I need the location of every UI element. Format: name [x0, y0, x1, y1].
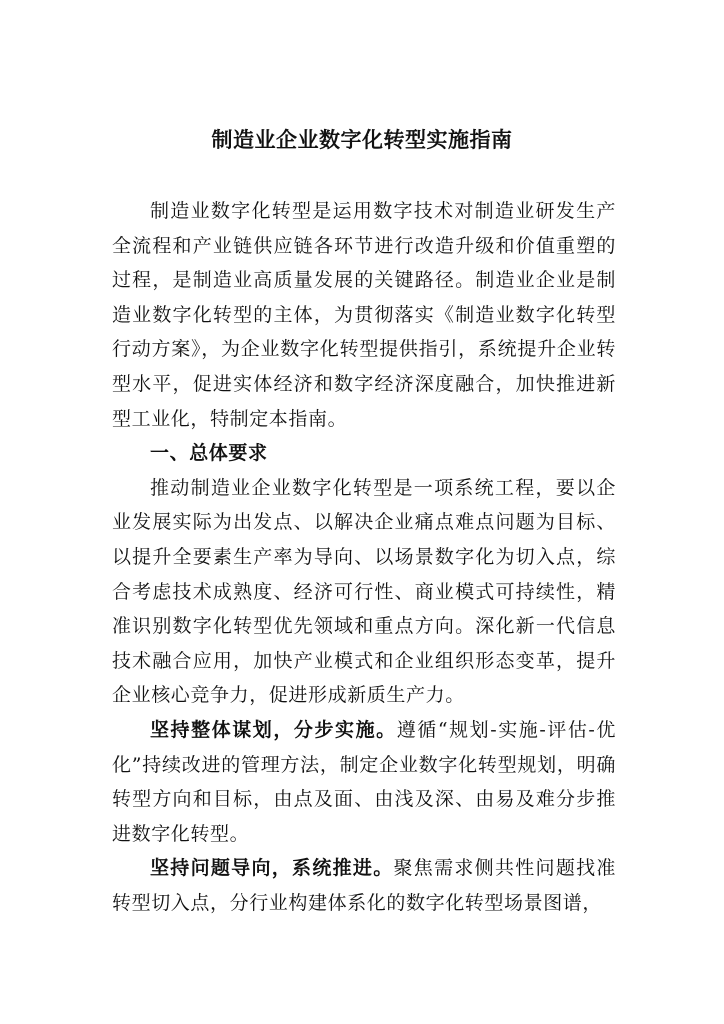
principle-paragraph-1	[112, 713, 616, 851]
principle-lead: 坚持整体谋划，分步实施。	[150, 718, 397, 741]
section-heading	[112, 436, 616, 471]
principle-paragraph-2	[112, 851, 616, 920]
section-heading-text: 一、总体要求	[150, 442, 268, 465]
requirements-paragraph	[112, 471, 616, 713]
paragraph-text: 聚焦需求侧共性问题找准转型切入点，分行业构建体系化的数字化转型场景图谱，	[112, 857, 617, 914]
principle-lead: 坚持问题导向，系统推进。	[150, 857, 394, 880]
paragraph-text: 推动制造业企业数字化转型是一项系统工程，要以企业发展实际为出发点、以解决企业痛点难点问题为目标、以提升全要素生产率为导向、以场景数字化为切入点，综合考虑技术成熟度、经济可行性、商业模式可持续性，精准识别数字化转型优先领域和重点方向。深化新一代信息技术融合应用，加快产业模式和企业组织形态变革，提升企业核心竞争力，促进形成新质生产力。	[112, 476, 616, 707]
document-title: 制造业企业数字化转型实施指南	[211, 127, 513, 152]
paragraph-text: 制造业数字化转型是运用数字技术对制造业研发生产全流程和产业链供应链各环节进行改造升级和价值重塑的过程，是制造业高质量发展的关键路径。制造业企业是制造业数字化转型的主体，为贯彻落实《制造业数字化转型行动方案》，为企业数字化转型提供指引，系统提升企业转型水平，促进实体经济和数字经济深度融合，加快推进新型工业化，特制定本指南。	[112, 200, 616, 430]
paragraph-text: 遵循“规划-实施-评估-优化”持续改进的管理方法，制定企业数字化转型规划，明确转型方向和目标，由点及面、由浅及深、由易及难分步推进数字化转型。	[112, 718, 617, 845]
intro-paragraph	[112, 194, 616, 436]
document-body	[112, 194, 616, 920]
